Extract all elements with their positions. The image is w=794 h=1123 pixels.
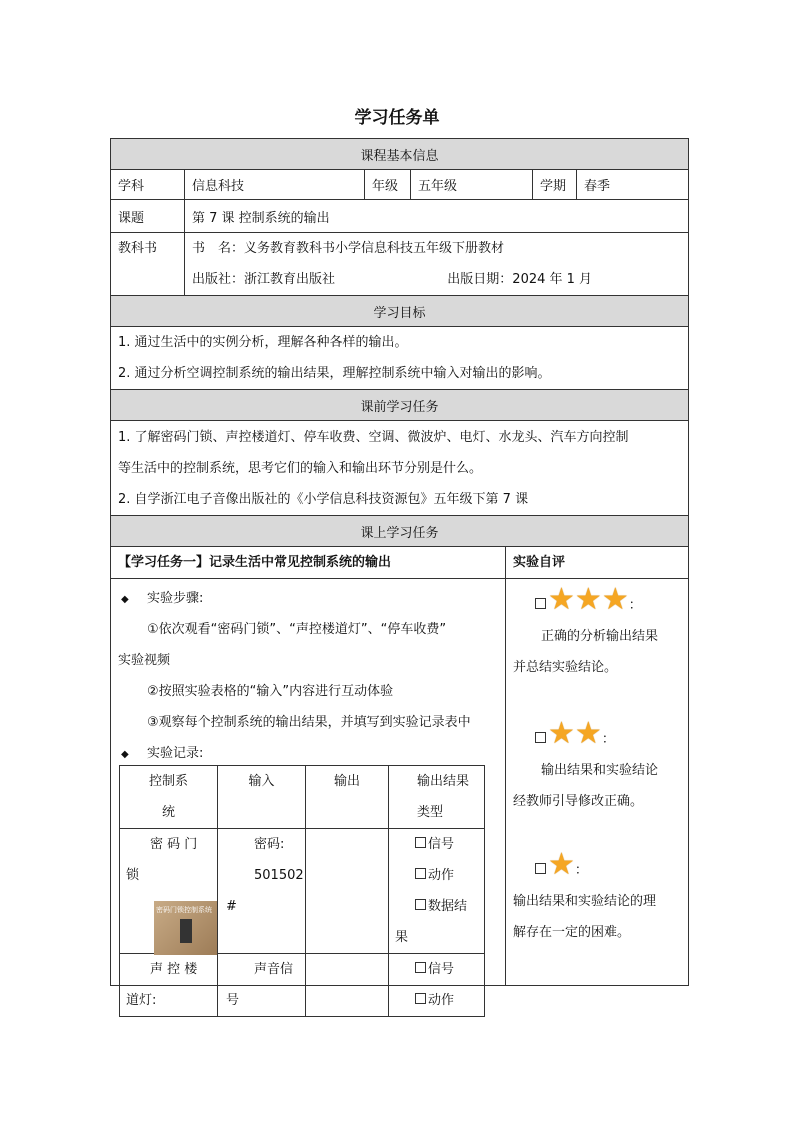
eval-level-one: ★： 输出结果和实验结论的理 解存在一定的困难。 [513, 847, 657, 940]
task-sheet-table [110, 138, 689, 1008]
subject-value: 信息科技 [185, 170, 365, 200]
step-two: ②按照实验表格的“输入”内容进行互动体验 [147, 684, 394, 699]
step-one-line2: 实验视频 [118, 653, 171, 668]
option-action[interactable]: 动作 [415, 985, 476, 1016]
term-value: 春季 [577, 170, 689, 200]
option-signal[interactable]: 信号 [415, 954, 476, 985]
eval-level-two: ★★： 输出结果和实验结论 经教师引导修改正确。 [513, 716, 659, 809]
steps-heading: ◆ 实验步骤: [121, 591, 204, 606]
record-heading: ◆ 实验记录: [121, 746, 204, 761]
lesson-label: 课题 [111, 200, 185, 233]
task-one-left [111, 547, 506, 1008]
row-voice-light-input: 声音信 号 [218, 954, 306, 1017]
textbook-publish-line [192, 264, 681, 295]
textbook-label: 教科书 [111, 233, 185, 296]
row-voice-light-output[interactable] [306, 954, 389, 1017]
textbook-publish-date: 出版日期：2024 年 1 月 [447, 272, 593, 287]
section-header-basic-info: 课程基本信息 [111, 139, 689, 170]
star-icon: ★ [601, 582, 629, 617]
subject-label: 学科 [111, 170, 185, 200]
option-data-result[interactable]: 数据结 [415, 891, 476, 922]
checkbox-icon [415, 993, 426, 1004]
row-voice-light-type [389, 954, 485, 1017]
task-one-header: 【学习任务一】记录生活中常见控制系统的输出 [111, 547, 505, 579]
self-evaluation-panel [506, 547, 689, 985]
task-one-section [111, 547, 689, 1008]
grade-value: 五年级 [411, 170, 533, 200]
section-header-objectives: 学习目标 [111, 296, 689, 327]
lesson-value: 第 7 课 控制系统的输出 [185, 200, 689, 233]
star-icon: ★ [574, 716, 602, 751]
textbook-name: 书 名：义务教育教科书小学信息科技五年级下册教材 [192, 241, 505, 256]
self-evaluation-header: 实验自评 [506, 547, 689, 579]
star-icon: ★ [548, 716, 575, 751]
option-action[interactable]: 动作 [415, 860, 476, 891]
step-three: ③观察每个控制系统的输出结果，并填写到实验记录表中 [147, 715, 471, 730]
step-one-line1: ①依次观看“密码门锁”、“声控楼道灯”、“停车收费” [147, 622, 447, 637]
row-voice-light-name: 声 控 楼 道灯: [120, 954, 218, 1017]
checkbox-icon [415, 868, 426, 879]
section-header-pre-tasks: 课前学习任务 [111, 390, 689, 421]
checkbox-icon[interactable] [535, 732, 546, 743]
objective-item: 1. 通过生活中的实例分析，理解各种各样的输出。 [118, 335, 408, 350]
page-title: 学习任务单 [354, 108, 440, 128]
diamond-bullet-icon: ◆ [121, 594, 129, 605]
password-lock-thumbnail: 密码门锁控制系统 [154, 901, 217, 955]
col-header-output-type: 输出结果 类型 [389, 766, 485, 829]
pre-task-item1-line1: 1. 了解密码门锁、声控楼道灯、停车收费、空调、微波炉、电灯、水龙头、汽车方向控制 [118, 429, 629, 445]
option-signal[interactable]: 信号 [415, 829, 476, 860]
star-icon: ★ [548, 847, 575, 882]
row-password-lock-input: 密码: 501502 # [218, 829, 306, 954]
pre-task-item2: 2. 自学浙江电子音像出版社的《小学信息科技资源包》五年级下第 7 课 [118, 491, 529, 507]
diamond-bullet-icon: ◆ [121, 749, 129, 760]
keypad-icon [180, 919, 192, 943]
experiment-record-table [119, 765, 485, 1017]
pre-task-item1-line2: 等生活中的控制系统，思考它们的输入和输出环节分别是什么。 [118, 460, 483, 476]
star-icon: ★ [574, 582, 602, 617]
checkbox-icon [415, 899, 426, 910]
objective-item: 2. 通过分析空调控制系统的输出结果，理解控制系统中输入对输出的影响。 [118, 366, 551, 381]
grade-label: 年级 [365, 170, 411, 200]
section-header-in-class-tasks: 课上学习任务 [111, 516, 689, 547]
term-label: 学期 [533, 170, 577, 200]
eval-level-three: ★★★： 正确的分析输出结果 并总结实验结论。 [513, 582, 659, 675]
col-header-output: 输出 [306, 766, 389, 829]
checkbox-icon [415, 837, 426, 848]
col-header-system: 控制系 统 [120, 766, 218, 829]
checkbox-icon[interactable] [535, 863, 546, 874]
checkbox-icon [415, 962, 426, 973]
textbook-publisher: 出版社：浙江教育出版社 [192, 272, 336, 287]
star-icon: ★ [548, 582, 575, 617]
checkbox-icon[interactable] [535, 598, 546, 609]
row-password-lock-output[interactable] [306, 829, 389, 954]
row-password-lock-name: 密 码 门 锁 密码门锁控制系统 [120, 829, 218, 954]
row-password-lock-type: 信号 动作 数据结 果 [389, 829, 485, 954]
col-header-input: 输入 [218, 766, 306, 829]
